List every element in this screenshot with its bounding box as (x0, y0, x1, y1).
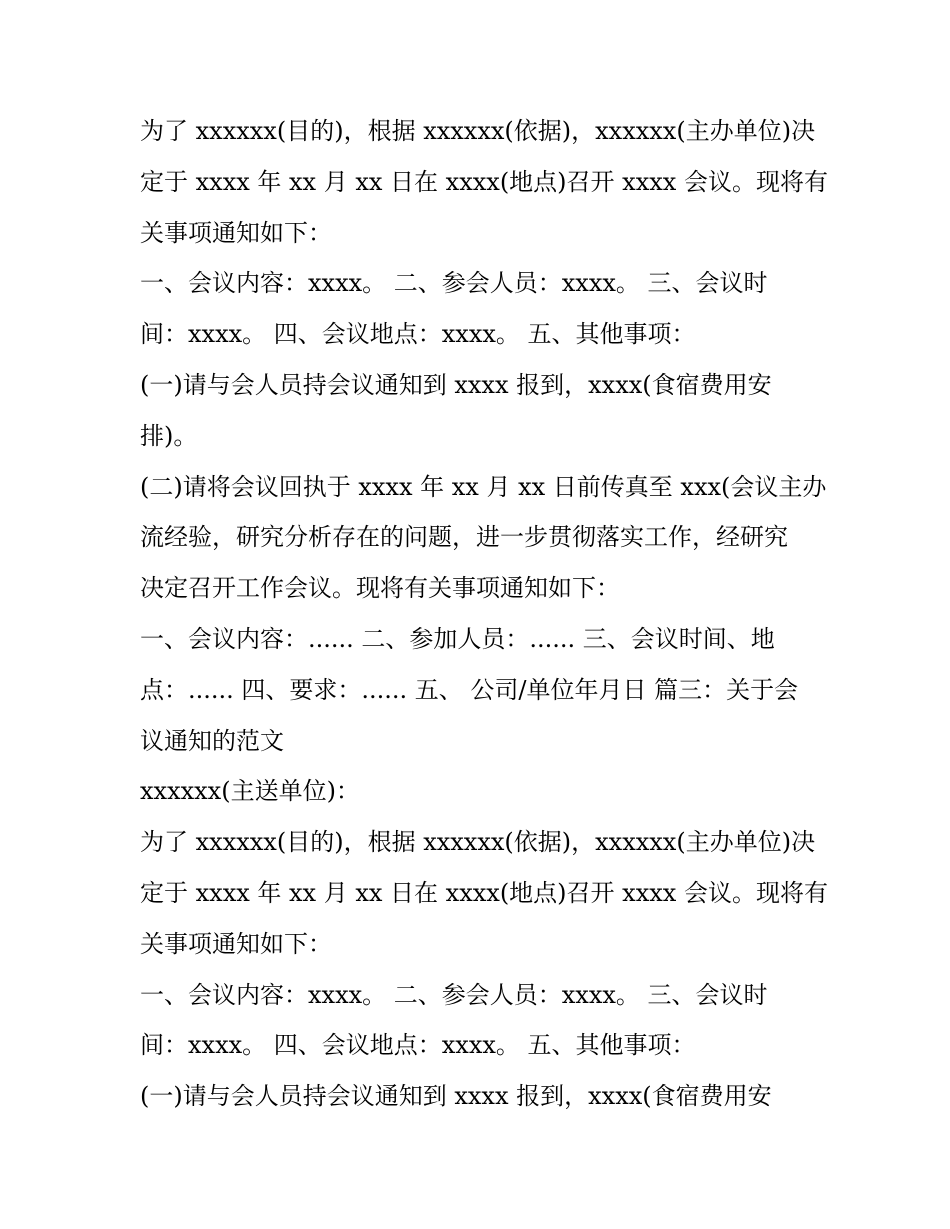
text-line-8: (二)请将会议回执于 xxxx 年 xx 月 xx 日前传真至 xxx(会议主办 (140, 472, 827, 501)
text-line-2: 定于 xxxx 年 xx 月 xx 日在 xxxx(地点)召开 xxxx 会议。现将有 (140, 167, 828, 196)
text-line-9: 流经验，研究分析存在的问题，进一步贯彻落实工作，经研究 (140, 523, 788, 552)
text-line-3: 关事项通知如下： (140, 218, 332, 247)
text-line-7: 排)。 (140, 421, 198, 450)
document-body (140, 106, 830, 1122)
text-line-18: 一、会议内容：xxxx。 二、参会人员：xxxx。 三、会议时 (140, 980, 768, 1009)
text-line-4: 一、会议内容：xxxx。 二、参会人员：xxxx。 三、会议时 (140, 269, 768, 298)
text-line-5: 间：xxxx。 四、会议地点：xxxx。 五、其他事项： (140, 320, 696, 349)
text-line-17: 关事项通知如下： (140, 929, 332, 958)
text-line-14: xxxxxx(主送单位)： (140, 777, 360, 806)
text-line-6: (一)请与会人员持会议通知到 xxxx 报到，xxxx(食宿费用安 (140, 370, 772, 399)
text-line-12: 点：...... 四、要求：...... 五、 公司/单位年月日 篇三：关于会 (140, 675, 799, 704)
text-line-19: 间：xxxx。 四、会议地点：xxxx。 五、其他事项： (140, 1031, 696, 1060)
text-line-11: 一、会议内容：...... 二、参加人员：...... 三、会议时间、地 (140, 624, 775, 653)
text-line-1: 为了 xxxxxx(目的)，根据 xxxxxx(依据)，xxxxxx(主办单位)决 (140, 117, 816, 145)
text-line-15: 为了 xxxxxx(目的)，根据 xxxxxx(依据)，xxxxxx(主办单位)决 (140, 828, 816, 857)
text-line-13: 议通知的范文 (140, 726, 284, 755)
text-line-20: (一)请与会人员持会议通知到 xxxx 报到，xxxx(食宿费用安 (140, 1082, 772, 1111)
text-line-10: 决定召开工作会议。现将有关事项通知如下： (140, 574, 620, 603)
text-line-16: 定于 xxxx 年 xx 月 xx 日在 xxxx(地点)召开 xxxx 会议。现将有 (140, 878, 828, 907)
